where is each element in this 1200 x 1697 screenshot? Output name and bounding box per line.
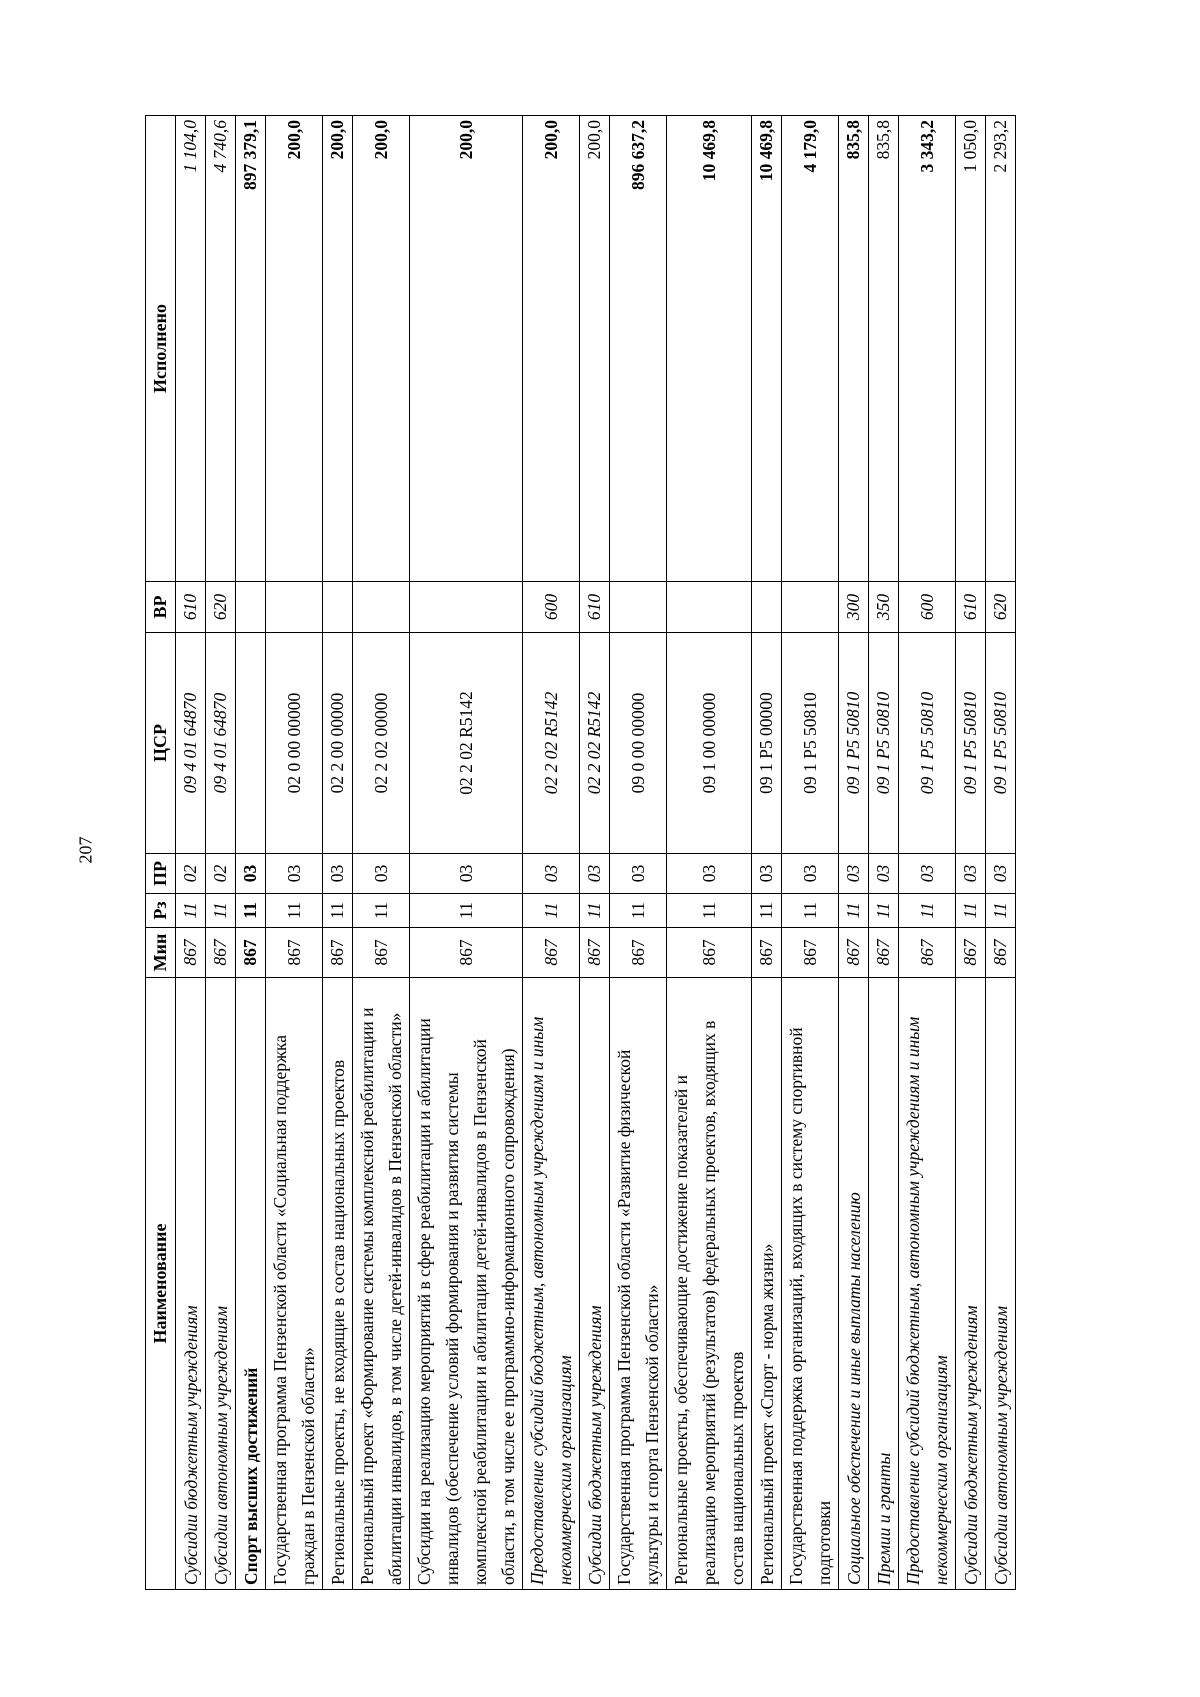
cell-min: 867 (667, 928, 752, 978)
cell-done: 3 343,2 (899, 116, 956, 582)
header-name: Наименование (146, 978, 176, 1590)
cell-csr: 09 1 P5 50810 (839, 633, 869, 854)
cell-min: 867 (523, 928, 580, 978)
cell-done: 200,0 (323, 116, 353, 582)
cell-pr: 03 (323, 854, 353, 894)
cell-pr: 03 (667, 854, 752, 894)
cell-name: Субсидии автономным учреждениям (206, 978, 236, 1590)
cell-rz: 11 (839, 894, 869, 928)
cell-name: Субсидии бюджетным учреждениям (956, 978, 986, 1590)
cell-rz: 11 (580, 894, 610, 928)
cell-rz: 11 (986, 894, 1016, 928)
cell-vr: 610 (176, 582, 206, 633)
table-row (323, 116, 353, 1590)
cell-vr: 600 (899, 582, 956, 633)
cell-csr: 09 0 00 00000 (610, 633, 667, 854)
cell-rz: 11 (610, 894, 667, 928)
cell-pr: 03 (580, 854, 610, 894)
cell-name: Спорт высших достижений (236, 978, 266, 1590)
cell-csr: 09 1 P5 50810 (956, 633, 986, 854)
table-row (206, 116, 236, 1590)
table-row (610, 116, 667, 1590)
cell-pr: 03 (523, 854, 580, 894)
cell-vr: 620 (206, 582, 236, 633)
cell-done: 835,8 (839, 116, 869, 582)
cell-done: 896 637,2 (610, 116, 667, 582)
cell-vr: 620 (986, 582, 1016, 633)
cell-rz: 11 (353, 894, 410, 928)
cell-vr (266, 582, 323, 633)
cell-csr: 09 4 01 64870 (176, 633, 206, 854)
cell-vr: 610 (580, 582, 610, 633)
cell-name: Государственная программа Пензенской области «Развитие физической культуры и спорта Пензенской области» (610, 978, 667, 1590)
cell-pr: 03 (956, 854, 986, 894)
cell-min: 867 (580, 928, 610, 978)
cell-done: 200,0 (353, 116, 410, 582)
cell-pr: 03 (899, 854, 956, 894)
cell-min: 867 (410, 928, 523, 978)
cell-pr: 03 (986, 854, 1016, 894)
cell-rz: 11 (323, 894, 353, 928)
cell-vr (323, 582, 353, 633)
cell-name: Субсидии бюджетным учреждениям (176, 978, 206, 1590)
cell-vr: 610 (956, 582, 986, 633)
cell-rz: 11 (899, 894, 956, 928)
page-number: 207 (75, 836, 96, 864)
header-csr: ЦСР (146, 633, 176, 854)
cell-csr: 02 2 02 00000 (353, 633, 410, 854)
cell-name: Региональные проекты, не входящие в состав национальных проектов (323, 978, 353, 1590)
cell-csr: 02 2 02 R5142 (580, 633, 610, 854)
cell-vr (353, 582, 410, 633)
cell-csr: 09 1 00 00000 (667, 633, 752, 854)
cell-min: 867 (266, 928, 323, 978)
budget-table (145, 115, 1016, 1590)
table-row (667, 116, 752, 1590)
cell-rz: 11 (410, 894, 523, 928)
cell-done: 200,0 (580, 116, 610, 582)
cell-min: 867 (899, 928, 956, 978)
table-row (266, 116, 323, 1590)
cell-done: 4 179,0 (782, 116, 839, 582)
cell-min: 867 (752, 928, 782, 978)
cell-vr (667, 582, 752, 633)
cell-done: 10 469,8 (667, 116, 752, 582)
cell-rz: 11 (523, 894, 580, 928)
cell-min: 867 (869, 928, 899, 978)
header-row (146, 116, 176, 1590)
cell-name: Предоставление субсидий бюджетным, автономным учреждениям и иным некоммерческим организациям (523, 978, 580, 1590)
cell-rz: 11 (667, 894, 752, 928)
cell-min: 867 (353, 928, 410, 978)
table-row (782, 116, 839, 1590)
table-row (869, 116, 899, 1590)
header-pr: ПР (146, 854, 176, 894)
cell-min: 867 (323, 928, 353, 978)
cell-done: 1 050,0 (956, 116, 986, 582)
cell-pr: 03 (353, 854, 410, 894)
cell-min: 867 (782, 928, 839, 978)
cell-csr (236, 633, 266, 854)
table-row (899, 116, 956, 1590)
cell-rz: 11 (869, 894, 899, 928)
cell-vr (752, 582, 782, 633)
cell-csr: 09 1 P5 50810 (869, 633, 899, 854)
cell-done: 835,8 (869, 116, 899, 582)
header-done: Исполнено (146, 116, 176, 582)
cell-done: 200,0 (523, 116, 580, 582)
cell-pr: 03 (869, 854, 899, 894)
cell-done: 897 379,1 (236, 116, 266, 582)
cell-name: Региональный проект «Формирование системы комплексной реабилитации и абилитации инвалидов, в том числе детей-инвалидов в Пензенской области» (353, 978, 410, 1590)
cell-rz: 11 (206, 894, 236, 928)
cell-pr: 02 (206, 854, 236, 894)
table-row (839, 116, 869, 1590)
cell-csr: 09 1 P5 00000 (752, 633, 782, 854)
cell-rz: 11 (266, 894, 323, 928)
cell-name: Предоставление субсидий бюджетным, автономным учреждениям и иным некоммерческим организациям (899, 978, 956, 1590)
cell-name: Региональные проекты, обеспечивающие достижение показателей и реализацию мероприятий (результатов) федеральных проектов, входящих в состав национальных проектов (667, 978, 752, 1590)
cell-rz: 11 (956, 894, 986, 928)
cell-rz: 11 (752, 894, 782, 928)
cell-name: Региональный проект «Спорт - норма жизни» (752, 978, 782, 1590)
cell-pr: 03 (839, 854, 869, 894)
cell-csr: 02 2 00 00000 (323, 633, 353, 854)
cell-pr: 03 (410, 854, 523, 894)
table-row (523, 116, 580, 1590)
cell-vr: 350 (869, 582, 899, 633)
table-row (956, 116, 986, 1590)
header-vr: ВР (146, 582, 176, 633)
cell-min: 867 (176, 928, 206, 978)
cell-min: 867 (236, 928, 266, 978)
table-row (580, 116, 610, 1590)
cell-name: Субсидии бюджетным учреждениям (580, 978, 610, 1590)
cell-pr: 03 (236, 854, 266, 894)
cell-vr: 600 (523, 582, 580, 633)
header-rz: Рз (146, 894, 176, 928)
cell-vr (610, 582, 667, 633)
cell-min: 867 (206, 928, 236, 978)
cell-min: 867 (956, 928, 986, 978)
cell-min: 867 (610, 928, 667, 978)
cell-csr: 09 1 P5 50810 (899, 633, 956, 854)
cell-name: Социальное обеспечение и иные выплаты населению (839, 978, 869, 1590)
cell-done: 2 293,2 (986, 116, 1016, 582)
cell-pr: 02 (176, 854, 206, 894)
rotated-table-container (145, 116, 1011, 1590)
cell-min: 867 (839, 928, 869, 978)
cell-vr (410, 582, 523, 633)
cell-csr: 02 2 02 R5142 (410, 633, 523, 854)
table-row (752, 116, 782, 1590)
cell-min: 867 (986, 928, 1016, 978)
cell-rz: 11 (176, 894, 206, 928)
cell-rz: 11 (782, 894, 839, 928)
cell-vr (782, 582, 839, 633)
cell-csr: 09 4 01 64870 (206, 633, 236, 854)
table-row (410, 116, 523, 1590)
table-row (176, 116, 206, 1590)
cell-pr: 03 (610, 854, 667, 894)
table-row (236, 116, 266, 1590)
cell-done: 200,0 (266, 116, 323, 582)
cell-done: 200,0 (410, 116, 523, 582)
cell-vr (236, 582, 266, 633)
cell-pr: 03 (752, 854, 782, 894)
table-row (986, 116, 1016, 1590)
cell-name: Государственная поддержка организаций, входящих в систему спортивной подготовки (782, 978, 839, 1590)
cell-done: 4 740,6 (206, 116, 236, 582)
cell-csr: 02 2 02 R5142 (523, 633, 580, 854)
cell-vr: 300 (839, 582, 869, 633)
cell-pr: 03 (782, 854, 839, 894)
cell-pr: 03 (266, 854, 323, 894)
cell-done: 10 469,8 (752, 116, 782, 582)
cell-csr: 09 1 P5 50810 (782, 633, 839, 854)
cell-csr: 02 0 00 00000 (266, 633, 323, 854)
cell-name: Субсидии на реализацию мероприятий в сфере реабилитации и абилитации инвалидов (обеспечение условий формирования и развития системы комплексной реабилитации и абилитации детей-инвалидов в Пензенской области, в том числе ее программно-информационного сопровождения) (410, 978, 523, 1590)
cell-csr: 09 1 P5 50810 (986, 633, 1016, 854)
table-row (353, 116, 410, 1590)
cell-name: Премии и гранты (869, 978, 899, 1590)
cell-name: Государственная программа Пензенской области «Социальная поддержка граждан в Пензенской области» (266, 978, 323, 1590)
cell-rz: 11 (236, 894, 266, 928)
cell-done: 1 104,0 (176, 116, 206, 582)
cell-name: Субсидии автономным учреждениям (986, 978, 1016, 1590)
header-min: Мин (146, 928, 176, 978)
